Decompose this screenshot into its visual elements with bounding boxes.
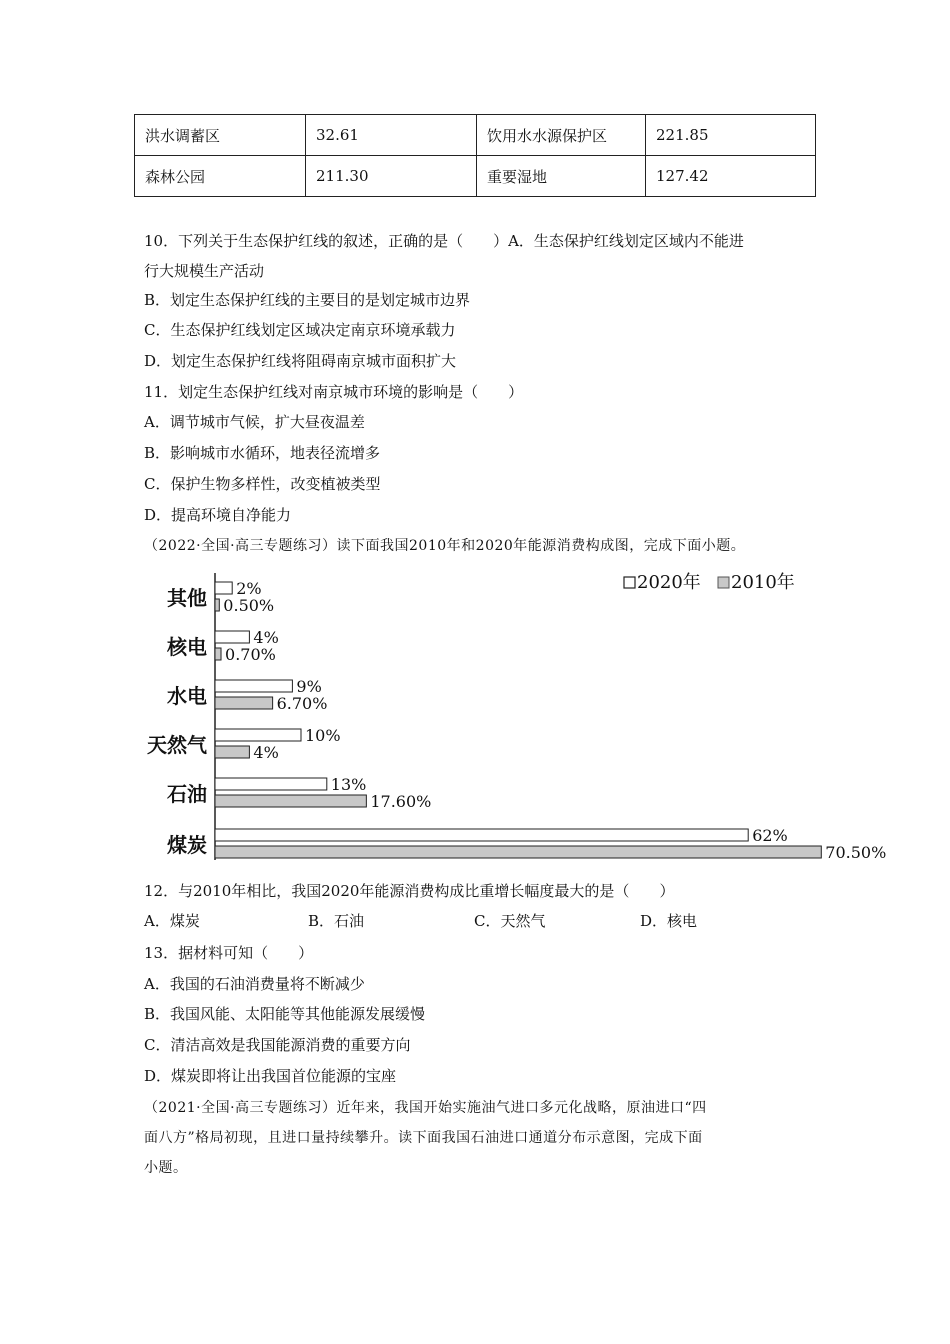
q13-option-b: B．我国风能、太阳能等其他能源发展缓慢 — [144, 1005, 426, 1023]
table-row — [135, 115, 816, 156]
value-label-gas-2020: 10% — [305, 726, 341, 745]
bar-hydro-2020 — [215, 680, 292, 692]
q11-option-c: C．保护生物多样性，改变植被类型 — [144, 475, 381, 493]
source-intro-2022: （2022·全国·高三专题练习）读下面我国2010年和2020年能源消费构成图，完成下面小题。 — [144, 538, 746, 554]
bar-other-2020 — [215, 582, 232, 594]
q11-option-d: D．提高环境自净能力 — [144, 506, 292, 524]
table-cell: 森林公园 — [135, 156, 306, 197]
table-cell: 饮用水水源保护区 — [477, 115, 646, 156]
source-intro-2021-line2: 面八方”格局初现，且进口量持续攀升。读下面我国石油进口通道分布示意图，完成下面 — [144, 1130, 703, 1146]
q12-option-c: C．天然气 — [474, 912, 546, 930]
table-cell: 211.30 — [306, 156, 477, 197]
table-cell: 127.42 — [646, 156, 816, 197]
q12-option-a: A．煤炭 — [144, 912, 200, 930]
value-label-nuclear-2010: 0.70% — [225, 645, 276, 664]
value-label-oil-2020: 13% — [330, 775, 367, 794]
value-label-nuclear-2020: 4% — [253, 628, 279, 647]
bar-hydro-2010 — [215, 697, 273, 709]
q10-option-b: B．划定生态保护红线的主要目的是划定城市边界 — [144, 291, 471, 309]
energy-consumption-chart — [147, 568, 887, 868]
bar-coal-2020 — [215, 829, 748, 841]
category-label-hydro: 水电 — [167, 684, 207, 708]
table-cell: 32.61 — [306, 115, 477, 156]
legend-swatch-2020 — [624, 577, 635, 588]
value-label-gas-2010: 4% — [253, 743, 279, 762]
category-label-other: 其他 — [167, 586, 207, 610]
bar-oil-2020 — [215, 778, 327, 790]
value-label-coal-2020: 62% — [752, 826, 788, 845]
bar-gas-2010 — [215, 746, 249, 758]
bar-oil-2010 — [215, 795, 366, 807]
legend-label-2010: 2010年 — [731, 572, 795, 593]
q12-option-b: B．石油 — [308, 912, 365, 930]
table-row — [135, 156, 816, 197]
value-label-oil-2010: 17.60% — [370, 792, 432, 811]
bar-nuclear-2010 — [215, 648, 221, 660]
category-label-gas: 天然气 — [147, 733, 207, 757]
value-label-hydro-2010: 6.70% — [276, 694, 328, 713]
table-cell: 洪水调蓄区 — [135, 115, 306, 156]
category-label-coal: 煤炭 — [167, 833, 207, 857]
data-table — [134, 114, 816, 197]
legend-swatch-2010 — [718, 577, 729, 588]
table-cell: 重要湿地 — [477, 156, 646, 197]
q10-option-c: C．生态保护红线划定区域决定南京环境承载力 — [144, 321, 456, 339]
source-intro-2021-line3: 小题。 — [144, 1160, 188, 1176]
source-intro-2021-line1: （2021·全国·高三专题练习）近年来，我国开始实施油气进口多元化战略，原油进口“四 — [144, 1100, 707, 1116]
q10-stem: 10．下列关于生态保护红线的叙述，正确的是（ ）A．生态保护红线划定区域内不能进 — [144, 232, 744, 250]
legend-label-2020: 2020年 — [637, 572, 701, 593]
table-cell: 221.85 — [646, 115, 816, 156]
value-label-coal-2010: 70.50% — [825, 843, 887, 862]
q10-option-d: D．划定生态保护红线将阻碍南京城市面积扩大 — [144, 352, 457, 370]
q10-stem-cont: 行大规模生产活动 — [144, 262, 265, 280]
bar-coal-2010 — [215, 846, 821, 858]
value-label-other-2010: 0.50% — [223, 596, 275, 615]
bar-nuclear-2020 — [215, 631, 249, 643]
q12-options — [144, 911, 697, 931]
q11-stem: 11．划定生态保护红线对南京城市环境的影响是（ ） — [144, 383, 524, 401]
chart-legend — [624, 571, 795, 593]
q13-stem: 13．据材料可知（ ） — [144, 944, 314, 962]
q11-option-a: A．调节城市气候，扩大昼夜温差 — [144, 413, 365, 431]
q13-option-a: A．我国的石油消费量将不断减少 — [144, 975, 365, 993]
category-label-nuclear: 核电 — [167, 635, 207, 659]
q13-option-d: D．煤炭即将让出我国首位能源的宝座 — [144, 1067, 397, 1085]
bar-gas-2020 — [215, 729, 301, 741]
q11-option-b: B．影响城市水循环，地表径流增多 — [144, 444, 381, 462]
q13-option-c: C．清洁高效是我国能源消费的重要方向 — [144, 1036, 411, 1054]
bar-other-2010 — [215, 599, 219, 611]
value-label-hydro-2020: 9% — [296, 677, 322, 696]
value-label-other-2020: 2% — [236, 579, 262, 598]
q12-stem: 12．与2010年相比，我国2020年能源消费构成比重增长幅度最大的是（ ） — [144, 882, 675, 900]
category-label-oil: 石油 — [167, 782, 207, 806]
q12-option-d: D．核电 — [640, 912, 698, 930]
